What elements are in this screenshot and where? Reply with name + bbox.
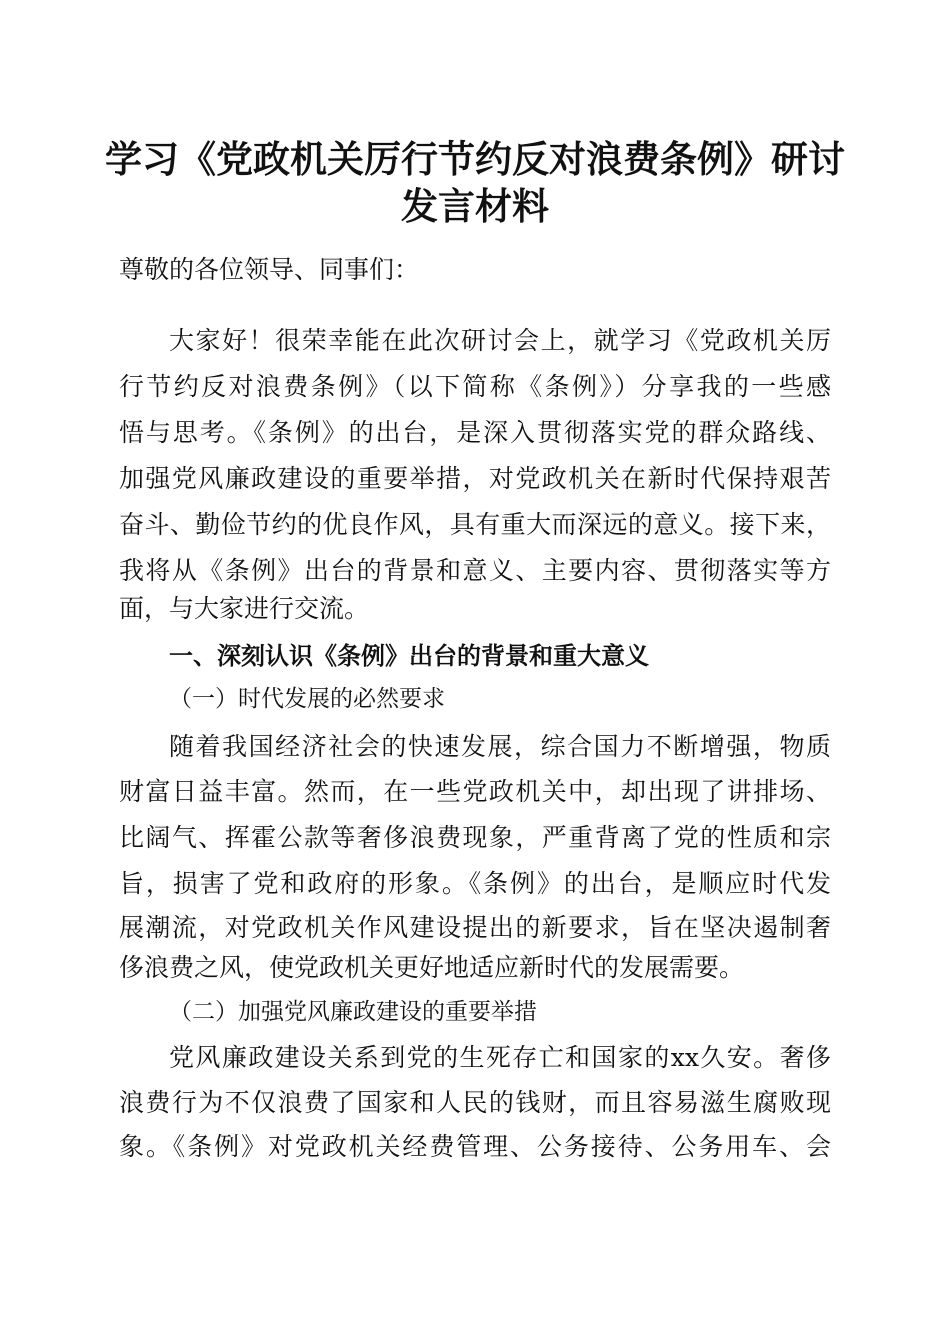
intro-line: 加强党风廉政建设的重要举措，对党政机关在新时代保持艰苦 <box>119 464 831 493</box>
body-line: 侈浪费之风，使党政机关更好地适应新时代的发展需要。 <box>119 953 745 982</box>
body-line: 党风廉政建设关系到党的生死存亡和国家的xx久安。奢侈 <box>169 1043 831 1072</box>
intro-line: 奋斗、勤俭节约的优良作风，具有重大而深远的意义。接下来， <box>119 510 831 539</box>
document-title-line-2: 发言材料 <box>401 184 549 228</box>
body-line: 浪费行为不仅浪费了国家和人民的钱财，而且容易滋生腐败现 <box>119 1088 831 1117</box>
document-title-line-1: 学习《党政机关厉行节约反对浪费条例》研讨 <box>105 137 845 181</box>
body-line: 旨，损害了党和政府的形象。《条例》的出台，是顺应时代发 <box>119 869 831 898</box>
body-line: 财富日益丰富。然而，在一些党政机关中，却出现了讲排场、 <box>119 777 831 806</box>
section-heading: 一、深刻认识《条例》出台的背景和重大意义 <box>169 642 649 670</box>
intro-line: 我将从《条例》出台的背景和意义、主要内容、贯彻落实等方 <box>119 556 831 585</box>
body-line: 象。《条例》对党政机关经费管理、公务接待、公务用车、会 <box>119 1132 831 1161</box>
intro-line: 大家好！很荣幸能在此次研讨会上，就学习《党政机关厉 <box>169 326 831 355</box>
intro-line: 悟与思考。《条例》的出台，是深入贯彻落实党的群众路线、 <box>119 418 831 447</box>
intro-line: 面，与大家进行交流。 <box>119 594 370 623</box>
body-line: 比阔气、挥霍公款等奢侈浪费现象，严重背离了党的性质和宗 <box>119 823 831 852</box>
body-line: 随着我国经济社会的快速发展，综合国力不断增强，物质 <box>169 732 831 761</box>
body-line: 展潮流，对党政机关作风建设提出的新要求，旨在坚决遏制奢 <box>119 913 831 942</box>
subsection-heading: （一）时代发展的必然要求 <box>169 686 445 712</box>
intro-line: 行节约反对浪费条例》（以下简称《条例》）分享我的一些感 <box>119 372 831 401</box>
salutation: 尊敬的各位领导、同事们： <box>119 255 420 284</box>
subsection-heading: （二）加强党风廉政建设的重要举措 <box>169 999 537 1025</box>
